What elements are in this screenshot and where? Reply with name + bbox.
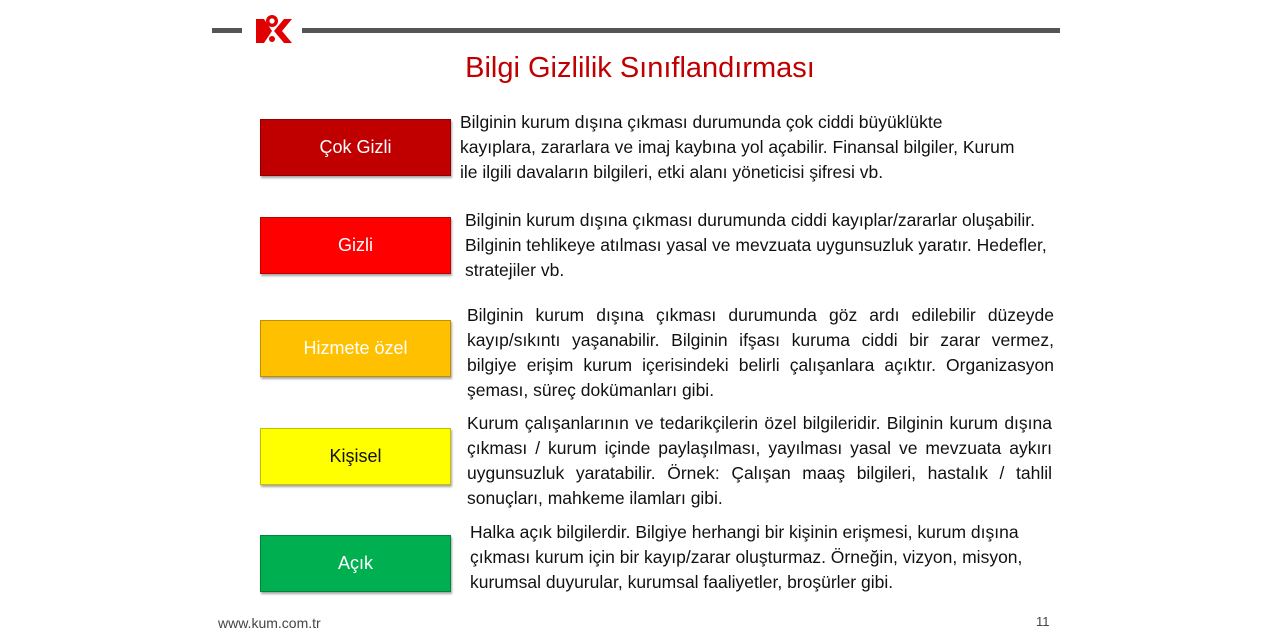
level-box-hizmete-ozel (260, 320, 451, 377)
level-box-acik (260, 535, 451, 592)
page-title: Bilgi Gizlilik Sınıflandırması (465, 52, 815, 84)
level-description-acik: Halka açık bilgilerdir. Bilgiye herhangi bir kişinin erişmesi, kurum dışına çıkması kurum için bir kayıp/zarar oluşturmaz. Örneğin, vizyon, misyon, kurumsal duyurular, kurumsal faaliyetler, broşürler gibi. (470, 522, 1023, 592)
page-number: 11 (1036, 614, 1050, 629)
level-box-kisisel (260, 428, 451, 485)
level-label: Hizmete özel (303, 338, 408, 358)
header-rule-left (212, 28, 242, 33)
level-label: Kişisel (329, 446, 382, 466)
level-description-cok-gizli: Bilginin kurum dışına çıkması durumunda çok ciddi büyüklükte kayıplara, zararlara ve imaj kaybına yol açabilir. Finansal bilgiler, Kurum ile ilgili davaların bilgileri, etki alanı yöneticisi şifresi vb. (460, 112, 1015, 182)
level-box-gizli (260, 217, 451, 274)
level-label: Açık (337, 553, 373, 573)
footer-url: www.kum.com.tr (218, 615, 321, 631)
level-label: Çok Gizli (319, 137, 392, 157)
level-box-cok-gizli (260, 119, 451, 176)
header-rule-right (302, 28, 1060, 33)
kum-logo-icon (254, 12, 294, 46)
level-description-hizmete-ozel: Bilginin kurum dışına çıkması durumunda göz ardı edilebilir düzeyde kayıp/sıkıntı yaşanabilir. Bilginin ifşası kuruma ciddi bir zarar vermez, bilgiye erişim kurum içerisindeki belirli çalışanlara açıktır. Organizasyon şeması, süreç dokümanları gibi. (467, 305, 1054, 400)
level-description-gizli: Bilginin kurum dışına çıkması durumunda ciddi kayıplar/zararlar oluşabilir. Bilginin tehlikeye atılması yasal ve mevzuata uygunsuzluk yaratır. Hedefler, stratejiler vb. (465, 210, 1047, 280)
level-description-kisisel: Kurum çalışanlarının ve tedarikçilerin özel bilgileridir. Bilginin kurum dışına çıkması / kurum içinde paylaşılması, yayılması yasal ve mevzuata aykırı uygunsuzluk yaratabilir. Örnek: Çalışan maaş bilgileri, hastalık / tahlil sonuçları, mahkeme ilamları gibi. (467, 413, 1052, 508)
level-label: Gizli (338, 235, 373, 255)
